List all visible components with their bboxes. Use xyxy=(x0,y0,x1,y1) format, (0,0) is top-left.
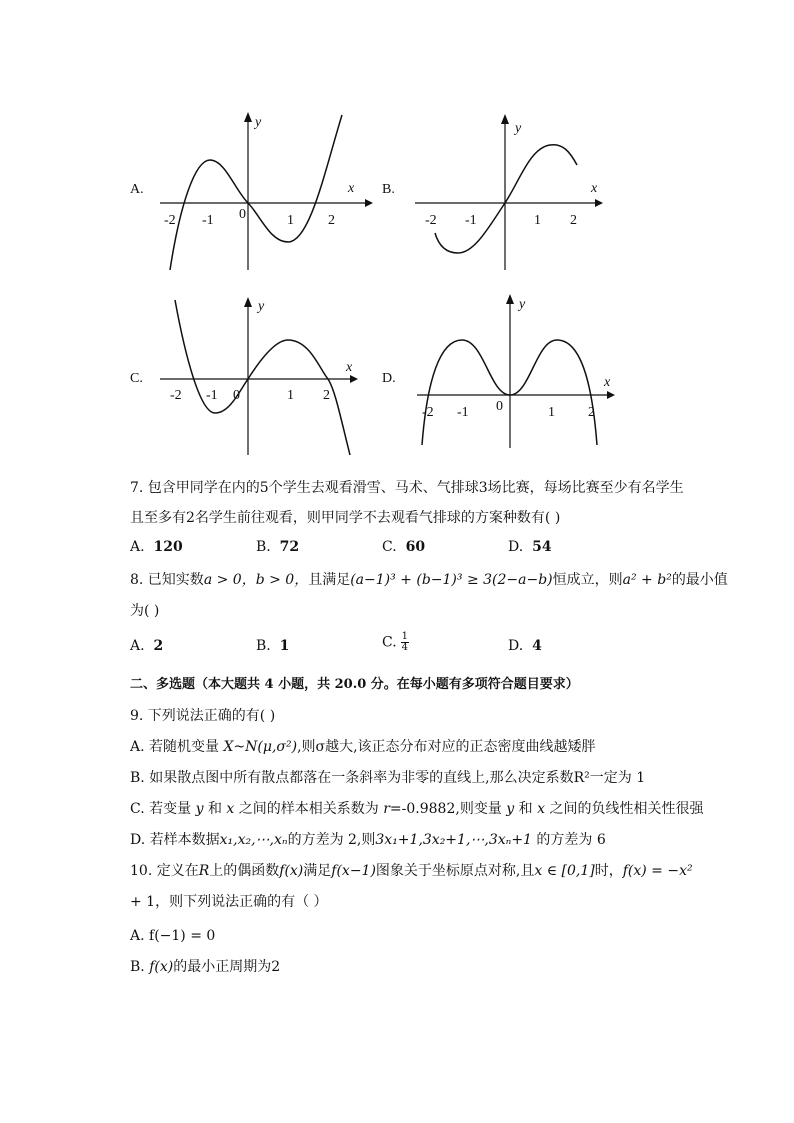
q10-line2: + 1，则下列说法正确的有（ ） xyxy=(130,894,328,910)
graph-d-tick-neg1: -1 xyxy=(457,405,469,420)
q10-option-a: A. f(−1) = 0 xyxy=(130,928,216,944)
q7-line2: 且至多有2名学生前往观看，则甲同学不去观看气排球的方案种数有( ) xyxy=(130,510,561,526)
q7-choice-c: C. 60 xyxy=(382,539,426,555)
graph-b-letter: B. xyxy=(382,182,395,197)
graph-d-y-label: y xyxy=(519,297,526,312)
graph-a-letter: A. xyxy=(130,182,144,197)
graph-a-tick-1: 1 xyxy=(287,213,294,228)
graph-b-tick-neg1: -1 xyxy=(465,213,477,228)
graph-b-x-arrow xyxy=(595,199,603,207)
graph-c-tick-neg1: -1 xyxy=(206,388,218,403)
graph-d-tick-1: 1 xyxy=(548,405,555,420)
graph-b-tick-neg2: -2 xyxy=(425,213,437,228)
graph-a-tick-0: 0 xyxy=(239,207,246,222)
graph-a-tick-neg1: -1 xyxy=(202,213,214,228)
section2-title: 二、多选题（本大题共 4 小题，共 20.0 分。在每小题有多项符合题目要求） xyxy=(130,677,579,692)
graph-c-svg xyxy=(160,295,390,475)
q8-choice-b: B. 1 xyxy=(256,638,290,654)
graph-b-y-arrow xyxy=(501,114,509,124)
graph-d-tick-2: 2 xyxy=(588,405,595,420)
q7-choice-d: D. 54 xyxy=(508,539,552,555)
graph-c-y-label: y xyxy=(258,299,265,314)
graph-b-tick-2: 2 xyxy=(570,213,577,228)
graph-a-x-arrow xyxy=(365,199,373,207)
graph-c-tick-0: 0 xyxy=(233,388,240,403)
graph-d-x-arrow xyxy=(607,391,615,399)
q7-line1: 7. 包含甲同学在内的5个学生去观看滑雪、马术、气排球3场比赛，每场比赛至少有名学生 xyxy=(130,480,684,496)
graph-a-curve xyxy=(170,115,342,270)
q10-option-b: B. f(x)的最小正周期为2 xyxy=(130,959,281,975)
q9-option-b: B. 如果散点图中所有散点都落在一条斜率为非零的直线上,那么决定系数R²一定为 1 xyxy=(130,770,646,786)
q9-option-c: C. 若变量 y 和 x 之间的样本相关系数为 r=-0.9882,则变量 y 和 x 之间的负线性相关性很强 xyxy=(130,801,704,817)
q9-option-d: D. 若样本数据x₁,x₂,⋯,xₙ的方差为 2,则3x₁+1,3x₂+1,⋯,3xₙ+1 的方差为 6 xyxy=(130,832,606,848)
q9-option-a: A. 若随机变量 X~N(μ,σ²),则σ越大,该正态分布对应的正态密度曲线越矮胖 xyxy=(130,739,596,755)
graph-a-tick-2: 2 xyxy=(328,213,335,228)
q10-line1: 10. 定义在R上的偶函数f(x)满足f(x−1)图象关于坐标原点对称,且x ∈ [0,1]时，f(x) = −x² xyxy=(130,863,693,879)
q8-choice-c: C. $\frac{1}{4}$ xyxy=(382,631,409,653)
graph-d-tick-neg2: -2 xyxy=(422,405,434,420)
graph-d-tick-0: 0 xyxy=(496,399,503,414)
graph-b-svg xyxy=(405,110,635,290)
graph-a-svg xyxy=(160,110,390,290)
graph-c-x-arrow xyxy=(350,375,358,383)
graph-a-y-arrow xyxy=(244,112,252,122)
graph-c-tick-2: 2 xyxy=(323,388,330,403)
graph-c-tick-neg2: -2 xyxy=(170,388,182,403)
graph-a-tick-neg2: -2 xyxy=(164,213,176,228)
graph-b-x-label: x xyxy=(591,181,598,196)
graph-d-svg xyxy=(412,290,642,470)
graph-d xyxy=(412,290,642,470)
graph-d-letter: D. xyxy=(382,371,396,386)
graph-b-y-label: y xyxy=(515,121,522,136)
q8-choice-a: A. 2 xyxy=(130,638,164,654)
q9-stem: 9. 下列说法正确的有( ) xyxy=(130,708,276,724)
graph-c-x-label: x xyxy=(346,360,353,375)
graph-b xyxy=(405,110,635,290)
graph-b-tick-1: 1 xyxy=(534,213,541,228)
graph-c-letter: C. xyxy=(130,371,143,386)
graph-c xyxy=(160,295,390,475)
q8-choice-d: D. 4 xyxy=(508,638,542,654)
q7-choice-a: A. 120 xyxy=(130,539,183,555)
graph-d-x-label: x xyxy=(604,375,611,390)
q8-line1: 8. 已知实数a > 0，b > 0，且满足(a−1)³ + (b−1)³ ≥ 3(2−a−b)恒成立，则a² + b²的最小值 xyxy=(130,572,728,588)
graph-c-tick-1: 1 xyxy=(287,388,294,403)
graph-a-y-label: y xyxy=(255,115,262,130)
graph-c-curve xyxy=(175,300,350,455)
q7-choice-b: B. 72 xyxy=(256,539,300,555)
graph-a-x-label: x xyxy=(348,181,355,196)
graph-d-y-arrow xyxy=(506,294,514,304)
graph-c-y-arrow xyxy=(244,297,252,307)
graph-a xyxy=(160,110,390,290)
graph-b-curve xyxy=(435,145,577,253)
q8-line2: 为( ) xyxy=(130,603,160,619)
q8-choice-c-fraction: $\frac{1}{4}$ xyxy=(401,631,409,653)
